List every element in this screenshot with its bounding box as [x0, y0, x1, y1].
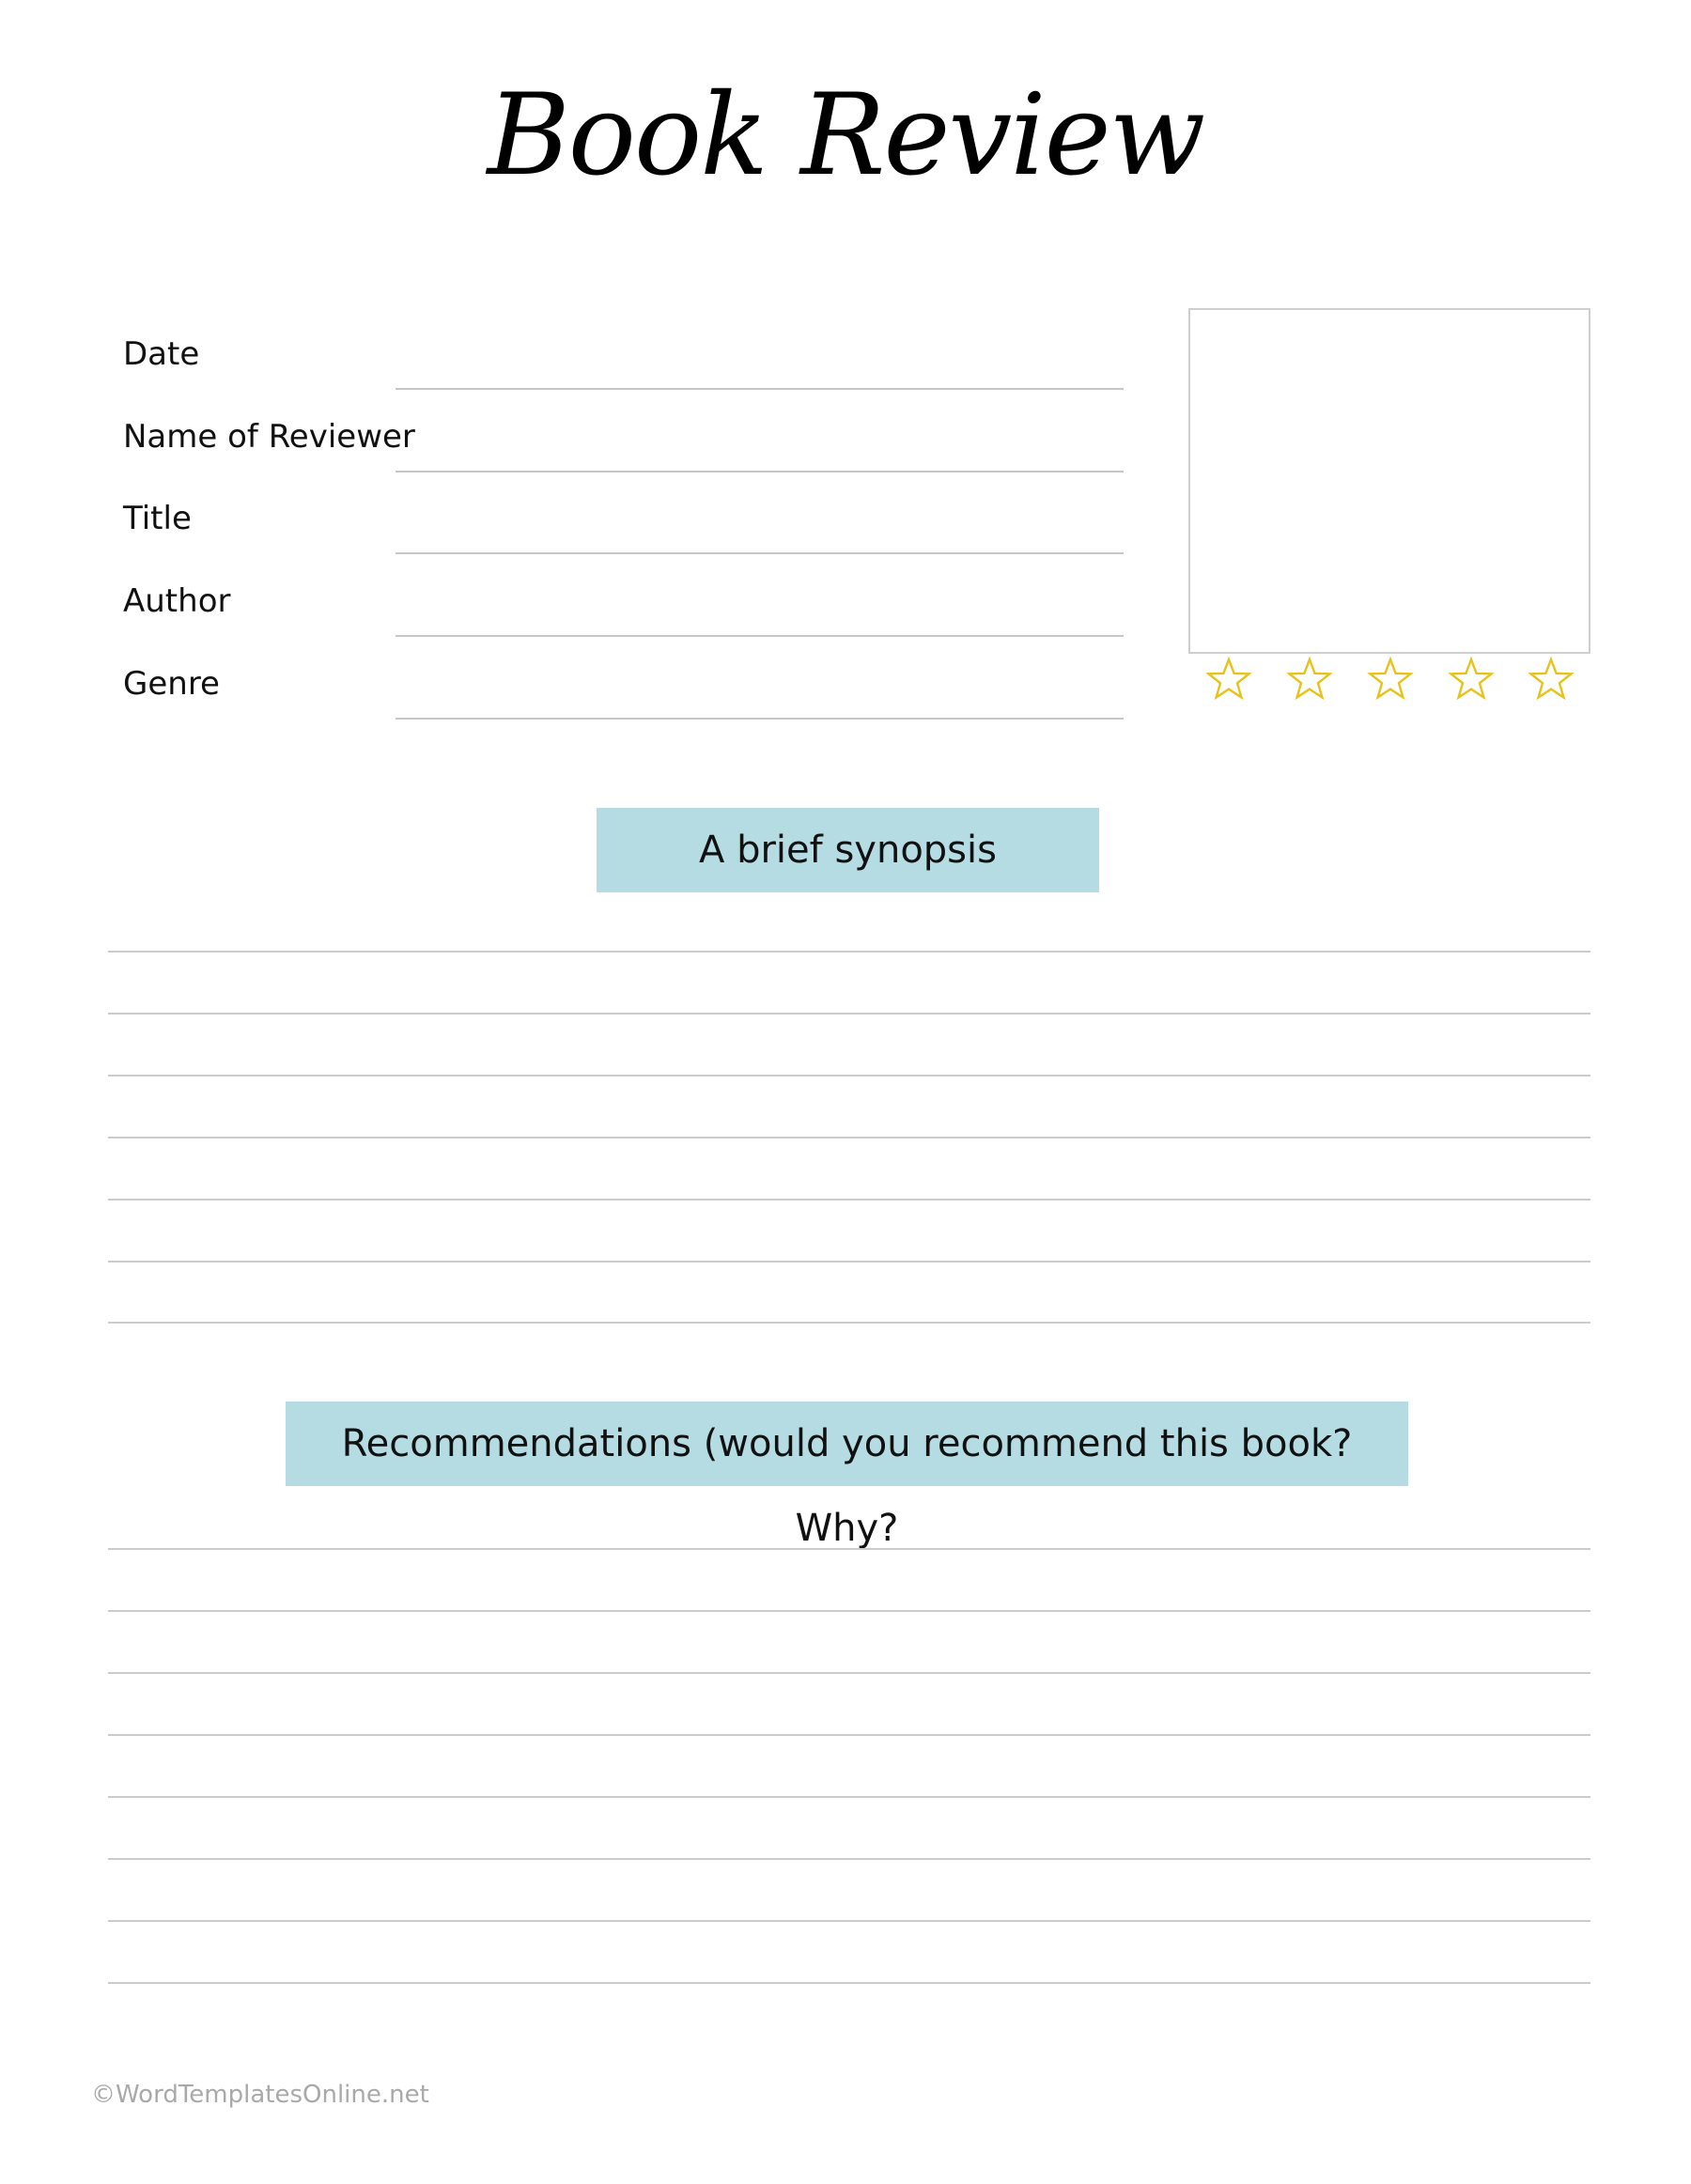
recommendations-line[interactable] — [108, 1796, 1590, 1798]
recommendations-line[interactable] — [108, 1734, 1590, 1736]
genre-input-line[interactable] — [396, 718, 1124, 720]
recommendations-line[interactable] — [108, 1920, 1590, 1922]
recommendations-heading: Recommendations (would you recommend this book? Why? — [286, 1402, 1408, 1486]
star-icon[interactable] — [1367, 656, 1414, 703]
synopsis-heading: A brief synopsis — [597, 808, 1099, 892]
synopsis-line[interactable] — [108, 1261, 1590, 1262]
author-label: Author — [123, 582, 231, 620]
date-input-line[interactable] — [396, 388, 1124, 390]
genre-field[interactable] — [123, 644, 1124, 720]
recommendations-line[interactable] — [108, 1858, 1590, 1860]
genre-label: Genre — [123, 665, 220, 703]
date-field[interactable] — [123, 315, 1124, 390]
page-title: Book Review — [487, 70, 1204, 201]
synopsis-line[interactable] — [108, 951, 1590, 953]
recommendations-line[interactable] — [108, 1610, 1590, 1612]
synopsis-line[interactable] — [108, 1137, 1590, 1138]
recommendations-line[interactable] — [108, 1982, 1590, 1984]
synopsis-line[interactable] — [108, 1322, 1590, 1324]
star-rating[interactable] — [1188, 656, 1590, 712]
reviewer-label: Name of Reviewer — [123, 418, 415, 456]
title-label: Title — [123, 500, 192, 537]
book-cover-box[interactable] — [1188, 308, 1590, 654]
author-input-line[interactable] — [396, 635, 1124, 637]
copyright-footer: ©WordTemplatesOnline.net — [91, 2081, 429, 2109]
reviewer-field[interactable] — [123, 397, 1124, 472]
star-icon[interactable] — [1528, 656, 1575, 703]
reviewer-input-line[interactable] — [396, 471, 1124, 472]
date-label: Date — [123, 335, 200, 373]
synopsis-line[interactable] — [108, 1075, 1590, 1077]
synopsis-line[interactable] — [108, 1013, 1590, 1015]
star-icon[interactable] — [1205, 656, 1252, 703]
star-icon[interactable] — [1286, 656, 1333, 703]
title-field[interactable] — [123, 479, 1124, 554]
title-input-line[interactable] — [396, 552, 1124, 554]
author-field[interactable] — [123, 562, 1124, 637]
synopsis-line[interactable] — [108, 1199, 1590, 1200]
star-icon[interactable] — [1448, 656, 1495, 703]
recommendations-line[interactable] — [108, 1548, 1590, 1550]
recommendations-line[interactable] — [108, 1672, 1590, 1674]
